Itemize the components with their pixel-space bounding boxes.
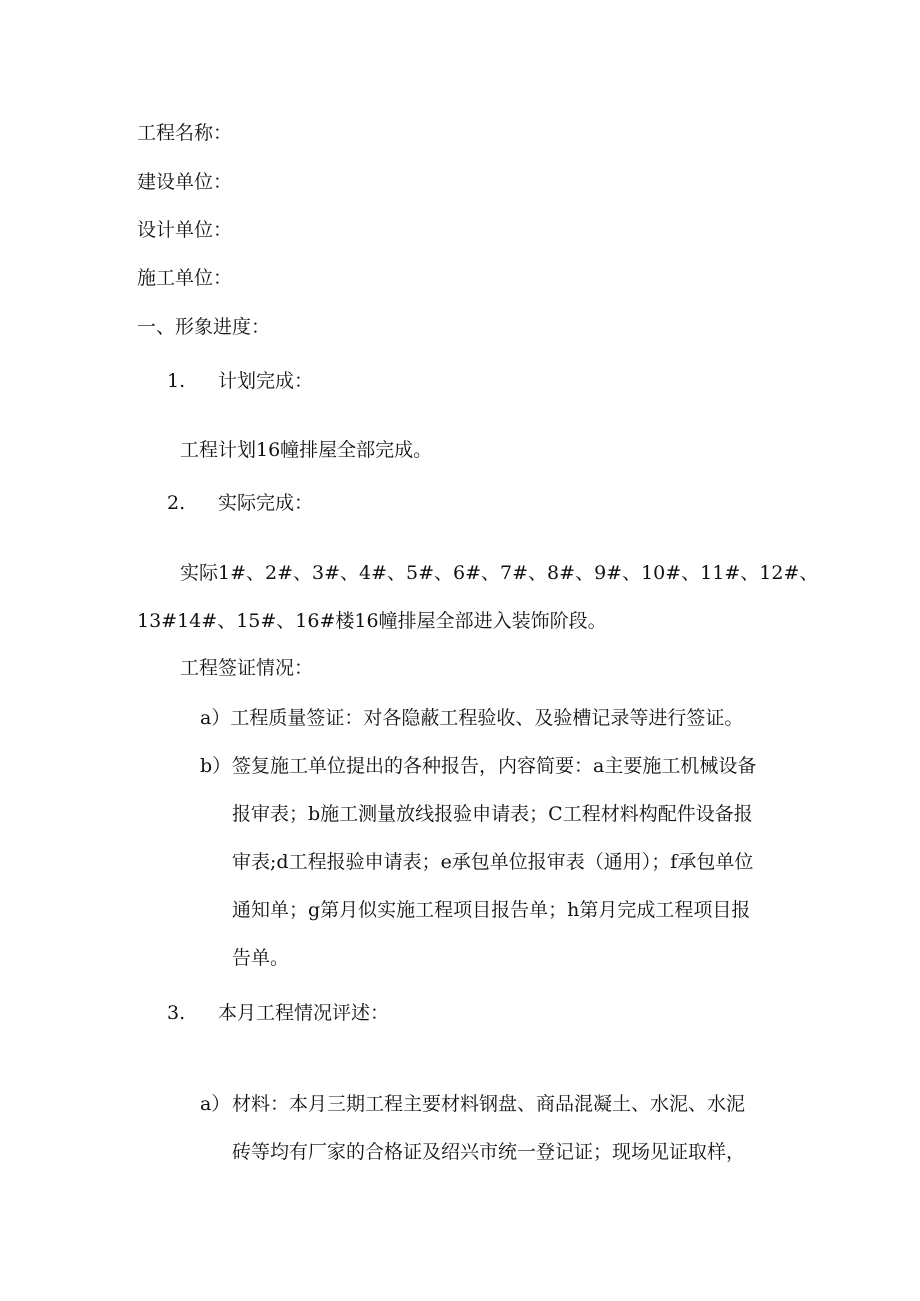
actual-completion-label: 实际完成： bbox=[218, 492, 314, 514]
item-number-1: 1. bbox=[167, 370, 186, 392]
section-heading-progress: 一、形象进度： bbox=[137, 316, 271, 338]
actual-completion-line1: 实际1#、2#、3#、4#、5#、6#、7#、8#、9#、10#、11#、12#、 bbox=[180, 562, 819, 584]
construction-unit-label: 建设单位： bbox=[137, 171, 233, 193]
design-unit-label: 设计单位： bbox=[137, 219, 233, 241]
material-item-marker: a） bbox=[200, 1093, 231, 1115]
planned-completion-content: 工程计划16幢排屋全部完成。 bbox=[180, 439, 433, 461]
material-paragraph bbox=[232, 1080, 745, 1176]
visa-item-b-line: 报审表；b施工测量放线报验申请表；C工程材料构配件设备报 bbox=[232, 803, 753, 825]
project-name-label: 工程名称： bbox=[137, 122, 233, 144]
planned-completion-label: 计划完成： bbox=[218, 370, 314, 392]
material-line: 材料：本月三期工程主要材料钢盘、商品混凝土、水泥、水泥 bbox=[232, 1093, 746, 1115]
monthly-review-label: 本月工程情况评述： bbox=[218, 1002, 390, 1024]
actual-completion-line2: 13#14#、15#、16#楼16幢排屋全部进入装饰阶段。 bbox=[137, 610, 607, 632]
contractor-unit-label: 施工单位： bbox=[137, 267, 233, 289]
visa-item-a: a）工程质量签证：对各隐蔽工程验收、及验槽记录等进行签证。 bbox=[200, 707, 744, 729]
visa-item-b-line: 告单。 bbox=[232, 947, 290, 969]
visa-item-b-line: 审表;d工程报验申请表；e承包单位报审表（通用）；f承包单位 bbox=[232, 851, 754, 873]
visa-heading: 工程签证情况： bbox=[180, 657, 314, 679]
visa-item-b-marker: b） bbox=[200, 755, 232, 777]
visa-item-b-line: 通知单；g第月似实施工程项目报告单；h第月完成工程项目报 bbox=[232, 899, 751, 921]
item-number-3: 3. bbox=[167, 1002, 186, 1024]
visa-item-b-paragraph bbox=[232, 742, 756, 982]
visa-item-b-line: 签复施工单位提出的各种报告，内容简要：a主要施工机械设备 bbox=[232, 755, 757, 777]
material-line: 砖等均有厂家的合格证及绍兴市统一登记证；现场见证取样， bbox=[232, 1141, 746, 1163]
item-number-2: 2. bbox=[167, 492, 186, 514]
